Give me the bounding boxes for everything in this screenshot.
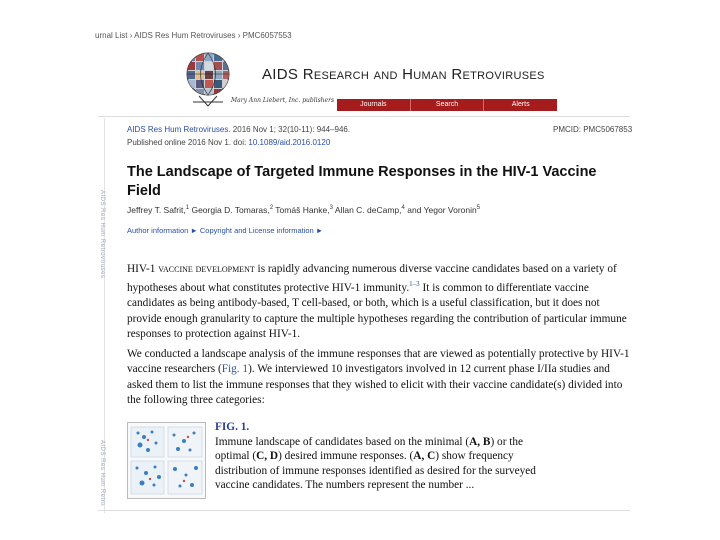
author-name[interactable]: Tomáš Hanke,: [275, 205, 330, 215]
journal-title[interactable]: [262, 66, 545, 83]
figure-thumbnail-image: [128, 423, 205, 498]
caption-panel-ref: C, D: [256, 450, 279, 463]
caption-text: Immune landscape of candidates based on the minimal (: [215, 435, 470, 448]
journal-title-abbrev: AIDS: [262, 66, 303, 83]
caption-text: ) or the optimal (: [215, 435, 524, 463]
nav-search-button[interactable]: Search: [410, 99, 484, 111]
breadcrumb-separator: ›: [237, 31, 241, 40]
author-affiliation[interactable]: 2: [269, 205, 274, 212]
author-name[interactable]: and Yegor Voronin: [407, 205, 477, 215]
body-paragraph-2: [127, 347, 632, 408]
body-paragraph-1: [127, 262, 632, 342]
caption-panel-ref: A, B: [469, 435, 491, 448]
caption-text: ) show frequency distribution of immune responses identified as desired for the surveyed vaccine candidates. The numbers represent the number ...: [215, 450, 536, 492]
rail-journal-text-bottom: AIDS Res Hum Retro: [99, 440, 105, 507]
citation-line: [127, 125, 350, 134]
author-name[interactable]: Jeffrey T. Safrit,: [127, 205, 186, 215]
paragraph-lead: HIV-1 vaccine development: [127, 263, 255, 275]
figure-thumbnail[interactable]: [127, 422, 206, 499]
globe-logo-icon[interactable]: [185, 50, 231, 108]
author-affiliation[interactable]: 5: [476, 205, 481, 212]
paragraph-text: We conducted a landscape analysis of the immune responses that are viewed as potentially protective by HIV-1 vaccine researchers (: [127, 348, 630, 376]
caption-text: ) desired immune responses. (: [278, 450, 414, 463]
published-line: [127, 138, 330, 147]
doi-link[interactable]: 10.1089/aid.2016.0120: [248, 138, 331, 147]
author-affiliation[interactable]: 3: [329, 205, 333, 212]
journal-title-full: Research and Human Retroviruses: [302, 66, 545, 83]
author-name[interactable]: Allan C. deCamp,: [334, 205, 402, 215]
author-info-links: [127, 226, 323, 235]
nav-alerts-button[interactable]: Alerts: [483, 99, 557, 111]
journal-header: [185, 50, 560, 112]
reference-link[interactable]: 1–3: [409, 280, 420, 289]
breadcrumb-item-journal-list[interactable]: urnal List: [95, 31, 128, 40]
nav-journals-button[interactable]: Journals: [360, 101, 387, 108]
author-name[interactable]: Georgia D. Tomaras,: [191, 205, 270, 215]
rail-journal-text-top: AIDS Res Hum Retroviruses: [99, 190, 105, 279]
figure-caption: [215, 420, 545, 493]
publisher-tagline: Mary Ann Liebert, Inc. publishers: [231, 97, 335, 104]
author-list: [127, 205, 480, 215]
author-affiliation[interactable]: 1: [185, 205, 190, 212]
header-divider: [98, 116, 630, 117]
caption-panel-ref: A, C: [413, 450, 436, 463]
paragraph-text: It is common to differentiate vaccine candidates as being antibody-based, T cell-based, or both, which is a useful classification, but it does not provide enough granularity to capture the multiple hypotheses regarding the contribution of particular immune responses to protection against HIV-1.: [127, 282, 627, 340]
breadcrumb-separator: ›: [129, 31, 133, 40]
author-affiliation[interactable]: 4: [401, 205, 405, 212]
published-date: Published online 2016 Nov 1. doi:: [127, 138, 249, 147]
citation-journal-link[interactable]: AIDS Res Hum Retroviruses: [127, 125, 229, 134]
breadcrumb-item-pmcid: PMC6057553: [242, 31, 292, 40]
breadcrumb: [95, 31, 292, 40]
article-title: The Landscape of Targeted Immune Responses in the HIV-1 Vaccine Field: [127, 164, 597, 199]
paragraph-text: is rapidly advancing numerous diverse vaccine candidates based on a variety of hypotheses about what constitutes protective HIV-1 immunity.: [127, 263, 617, 295]
pmcid-label: PMCID: PMC5067853: [553, 125, 633, 134]
journal-nav-bar: [337, 99, 557, 111]
figure-label[interactable]: FIG. 1.: [215, 421, 250, 433]
citation-details: . 2016 Nov 1; 32(10-11): 944–946.: [228, 125, 351, 134]
figure-link[interactable]: Fig. 1: [221, 363, 249, 376]
copyright-license-link[interactable]: Copyright and License information ►: [199, 226, 324, 235]
footer-divider: [98, 510, 630, 511]
author-information-link[interactable]: Author information ►: [127, 226, 198, 235]
breadcrumb-item-journal[interactable]: AIDS Res Hum Retroviruses: [134, 31, 236, 40]
paragraph-text: ). We interviewed 10 investigators involved in 12 current phase I/IIa studies and asked them to list the immune responses that they wished to elicit with their vaccine candidate(s) divided into the following three categories:: [127, 363, 623, 406]
